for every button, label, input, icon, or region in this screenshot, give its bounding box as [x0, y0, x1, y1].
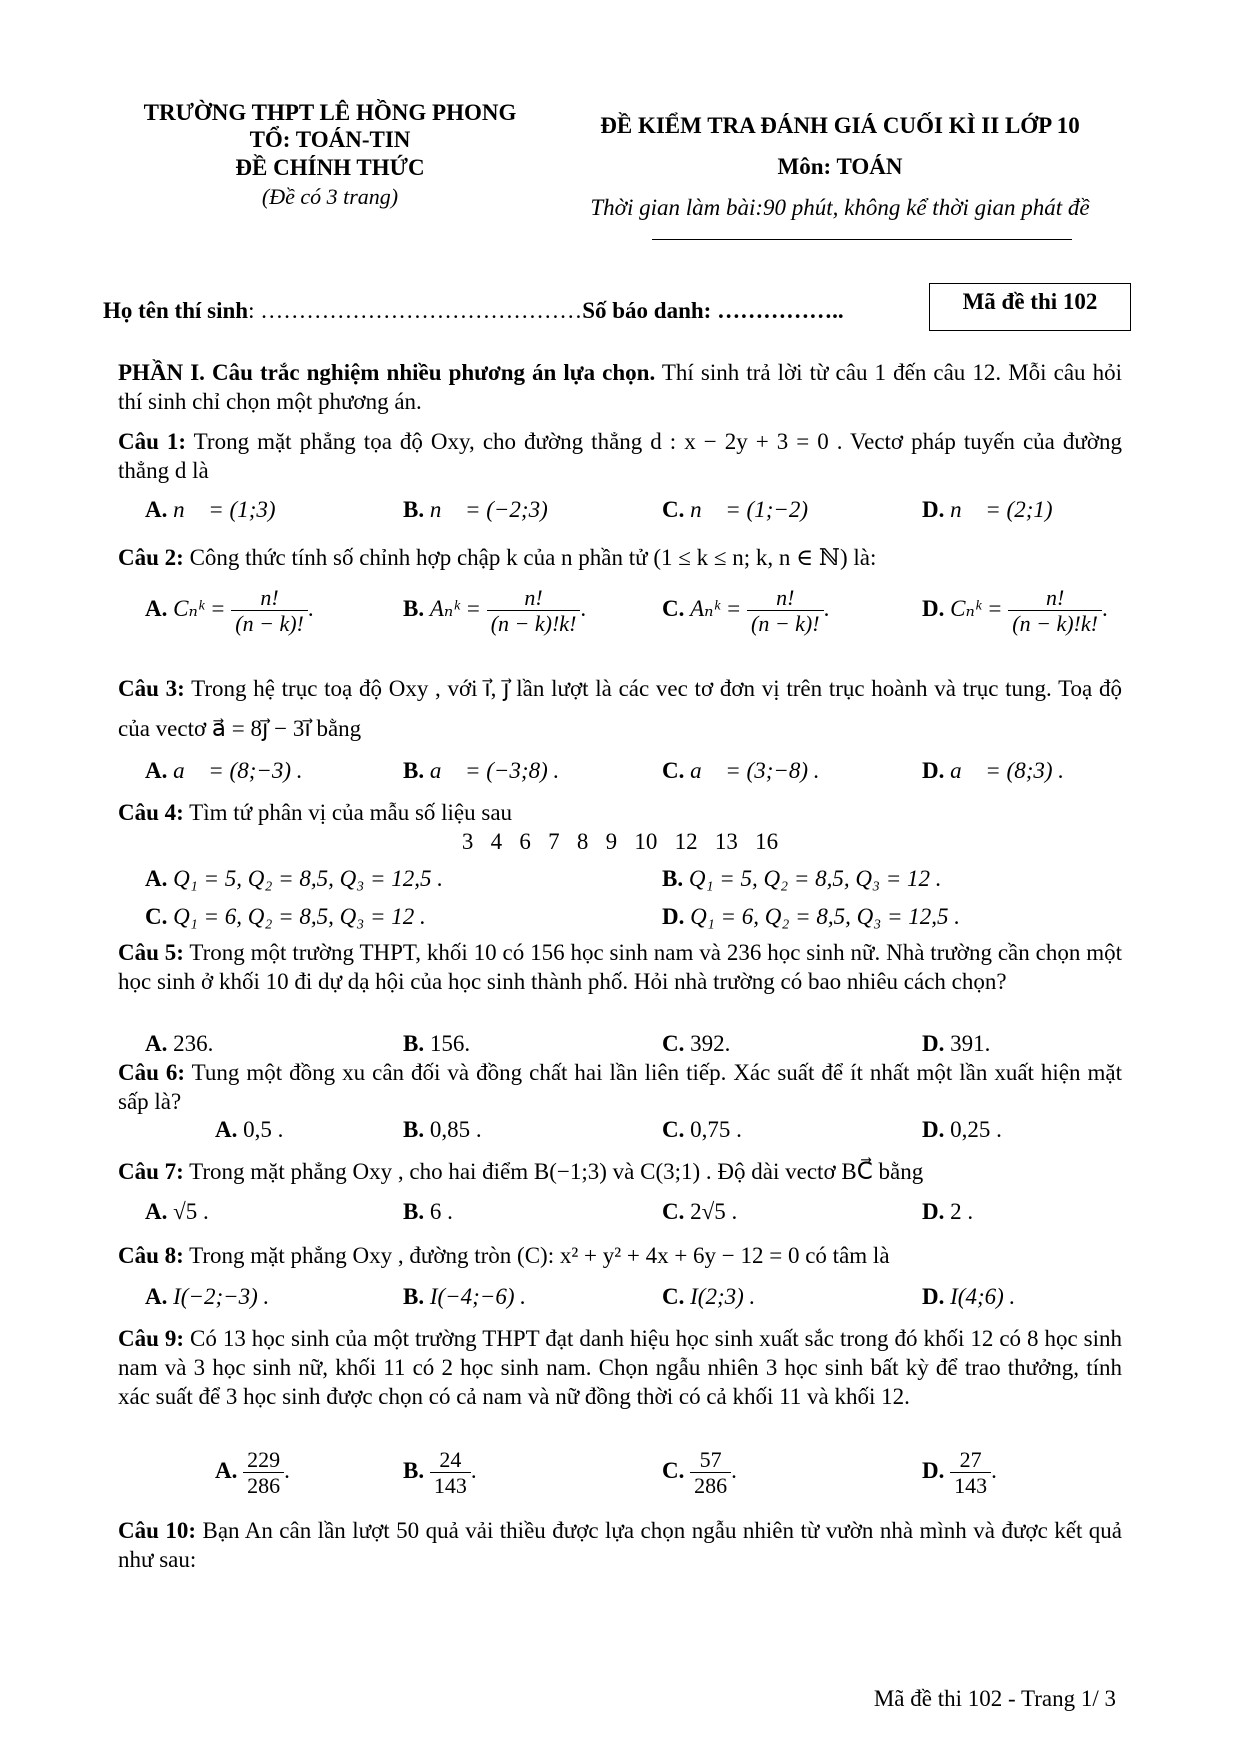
question-text: Tung một đồng xu cân đối và đồng chất hai lần liên tiếp. Xác suất để ít nhất một lần xuất hiện mặt sấp là?	[118, 1060, 1122, 1114]
q4-option-d[interactable]: D. Q₁ = 6, Q₂ = 8,5, Q₃ = 12,5 .	[662, 904, 961, 929]
question-8	[118, 1241, 1122, 1270]
part1-instruction: Thí sinh trả lời từ câu 1 đến câu 12. Mỗi câu hỏi thí sinh chỉ chọn một phương án.	[118, 360, 1122, 414]
sample-data: 3 4 6 7 8 9 10 12 13 16	[461, 829, 779, 854]
student-info-line	[103, 298, 844, 324]
q5-option-b[interactable]: B. 156.	[403, 1031, 471, 1056]
page-count: (Đề có 3 trang)	[261, 184, 399, 209]
q7-option-c[interactable]: C. 2√5 .	[662, 1199, 738, 1224]
q4-option-b[interactable]: B. Q₁ = 5, Q₂ = 8,5, Q₃ = 12 .	[662, 866, 942, 891]
question-text: Trong hệ trục toạ độ Oxy , với i⃗, j⃗ lần lượt là các vec tơ đơn vị trên trục hoành và trục tung. Toạ độ của vectơ a⃗ = 8j⃗ − 3i⃗ bằng	[118, 676, 1122, 741]
q5-option-c[interactable]: C. 392.	[662, 1031, 731, 1056]
q1-option-c[interactable]: C. n⃗ = (1;−2)	[662, 497, 809, 522]
header-divider	[652, 239, 1072, 240]
q3-option-c[interactable]: C. a⃗ = (3;−8) .	[662, 758, 820, 783]
question-text: Trong mặt phẳng Oxy , cho hai điểm B(−1;3) và C(3;1) . Độ dài vectơ BC⃗ bằng	[183, 1159, 924, 1184]
q1-option-d[interactable]: D. n⃗ = (2;1)	[922, 497, 1053, 522]
question-9	[118, 1324, 1122, 1411]
name-label: Họ tên thí sinh	[103, 298, 249, 323]
question-text: Trong mặt phẳng tọa độ Oxy, cho đường thẳng d : x − 2y + 3 = 0 . Vectơ pháp tuyến của đường thẳng d là	[118, 429, 1122, 483]
department: TỔ: TOÁN-TIN	[249, 127, 411, 152]
question-text: Công thức tính số chỉnh hợp chập k của n phần tử (1 ≤ k ≤ n; k, n ∈ ℕ) là:	[183, 545, 877, 570]
question-text: Trong một trường THPT, khối 10 có 156 học sinh nam và 236 học sinh nữ. Nhà trường cần chọn một học sinh ở khối 10 đi dự dạ hội của học sinh thành phố. Hỏi nhà trường có bao nhiêu cách chọn?	[118, 940, 1122, 994]
question-label: Câu 2:	[118, 545, 184, 570]
exam-title: ĐỀ KIỂM TRA ĐÁNH GIÁ CUỐI KÌ II LỚP 10	[600, 113, 1080, 138]
q3-option-b[interactable]: B. a⃗ = (−3;8) .	[403, 758, 560, 783]
q8-option-a[interactable]: A. I(−2;−3) .	[145, 1284, 270, 1309]
q3-option-d[interactable]: D. a⃗ = (8;3) .	[922, 758, 1065, 783]
question-10	[118, 1516, 1122, 1574]
q2-option-a[interactable]: A. Cₙᵏ = $\frac{n!}{(n - k)!}$ .	[145, 585, 314, 637]
question-text: Trong mặt phẳng Oxy , đường tròn (C): x² + y² + 4x + 6y − 12 = 0 có tâm là	[183, 1243, 890, 1268]
q3-option-a[interactable]: A. a⃗ = (8;−3) .	[145, 758, 303, 783]
id-label[interactable]: Số báo danh: ……………..	[582, 298, 844, 323]
q6-option-d[interactable]: D. 0,25 .	[922, 1117, 1002, 1142]
question-7	[118, 1157, 1122, 1186]
q1-option-b[interactable]: B. n⃗ = (−2;3)	[403, 497, 548, 522]
question-label: Câu 5:	[118, 940, 184, 965]
question-3	[118, 669, 1122, 749]
subject: Môn: TOÁN	[777, 154, 903, 179]
question-5	[118, 938, 1122, 996]
q7-option-d[interactable]: D. 2 .	[922, 1199, 974, 1224]
part1-title: PHẦN I. Câu trắc nghiệm nhiều phương án lựa chọn.	[118, 360, 656, 385]
time-limit: Thời gian làm bài:90 phút, không kể thời gian phát đề	[590, 195, 1090, 220]
question-text: Tìm tứ phân vị của mẫu số liệu sau	[183, 800, 513, 825]
question-label: Câu 9:	[118, 1326, 185, 1351]
question-1	[118, 427, 1122, 485]
q9-option-d[interactable]: D. $\frac{27}{143}$ .	[922, 1447, 997, 1499]
q9-option-a[interactable]: A. $\frac{229}{286}$ .	[215, 1447, 290, 1499]
q7-option-b[interactable]: B. 6 .	[403, 1199, 453, 1224]
q1-option-a[interactable]: A. n⃗ = (1;3)	[145, 497, 276, 522]
q5-option-a[interactable]: A. 236.	[145, 1031, 214, 1056]
q9-option-b[interactable]: B. $\frac{24}{143}$ .	[403, 1447, 477, 1499]
q2-option-c[interactable]: C. Aₙᵏ = $\frac{n!}{(n - k)!}$ .	[662, 585, 830, 637]
q9-option-c[interactable]: C. $\frac{57}{286}$ .	[662, 1447, 737, 1499]
question-label: Câu 3:	[118, 676, 185, 701]
q2-option-d[interactable]: D. Cₙᵏ = $\frac{n!}{(n - k)!k!}$ .	[922, 585, 1108, 637]
page-footer: Mã đề thi 102 - Trang 1/ 3	[873, 1686, 1116, 1711]
q5-option-d[interactable]: D. 391.	[922, 1031, 991, 1056]
question-6	[118, 1058, 1122, 1116]
q7-option-a[interactable]: A. √5 .	[145, 1199, 209, 1224]
question-label: Câu 6:	[118, 1060, 186, 1085]
question-label: Câu 4:	[118, 800, 184, 825]
q6-option-a[interactable]: A. 0,5 .	[215, 1117, 284, 1142]
q8-option-c[interactable]: C. I(2;3) .	[662, 1284, 756, 1309]
question-label: Câu 8:	[118, 1243, 184, 1268]
official-label: ĐỀ CHÍNH THỨC	[235, 155, 425, 180]
question-label: Câu 10:	[118, 1518, 197, 1543]
q4-option-c[interactable]: C. Q₁ = 6, Q₂ = 8,5, Q₃ = 12 .	[145, 904, 426, 929]
question-label: Câu 1:	[118, 429, 187, 454]
q6-option-b[interactable]: B. 0,85 .	[403, 1117, 482, 1142]
question-2	[118, 543, 1122, 572]
question-text: Có 13 học sinh của một trường THPT đạt danh hiệu học sinh xuất sắc trong đó khối 12 có 8 học sinh nam và 3 học sinh nữ, khối 11 có 2 học sinh nam. Chọn ngẫu nhiên 3 học sinh bất kỳ để trao thưởng, tính xác suất để 3 học sinh được chọn có cả nam và nữ đồng thời có cả khối 11 và khối 12.	[118, 1326, 1123, 1409]
q6-option-c[interactable]: C. 0,75 .	[662, 1117, 742, 1142]
question-label: Câu 7:	[118, 1159, 184, 1184]
q8-option-d[interactable]: D. I(4;6) .	[922, 1284, 1016, 1309]
question-4	[118, 798, 1122, 827]
question-text: Bạn An cân lần lượt 50 quả vải thiều được lựa chọn ngẫu nhiên từ vườn nhà mình và được kết quả như sau:	[118, 1518, 1123, 1572]
q2-option-b[interactable]: B. Aₙᵏ = $\frac{n!}{(n - k)!k!}$ .	[403, 585, 587, 637]
school-name: TRƯỜNG THPT LÊ HỒNG PHONG	[143, 100, 517, 125]
q4-option-a[interactable]: A. Q₁ = 5, Q₂ = 8,5, Q₃ = 12,5 .	[145, 866, 444, 891]
name-dots[interactable]: : ……………………………………	[248, 298, 583, 323]
q8-option-b[interactable]: B. I(−4;−6) .	[403, 1284, 527, 1309]
exam-code-box: Mã đề thi 102	[929, 283, 1131, 331]
part1-heading	[118, 358, 1122, 416]
